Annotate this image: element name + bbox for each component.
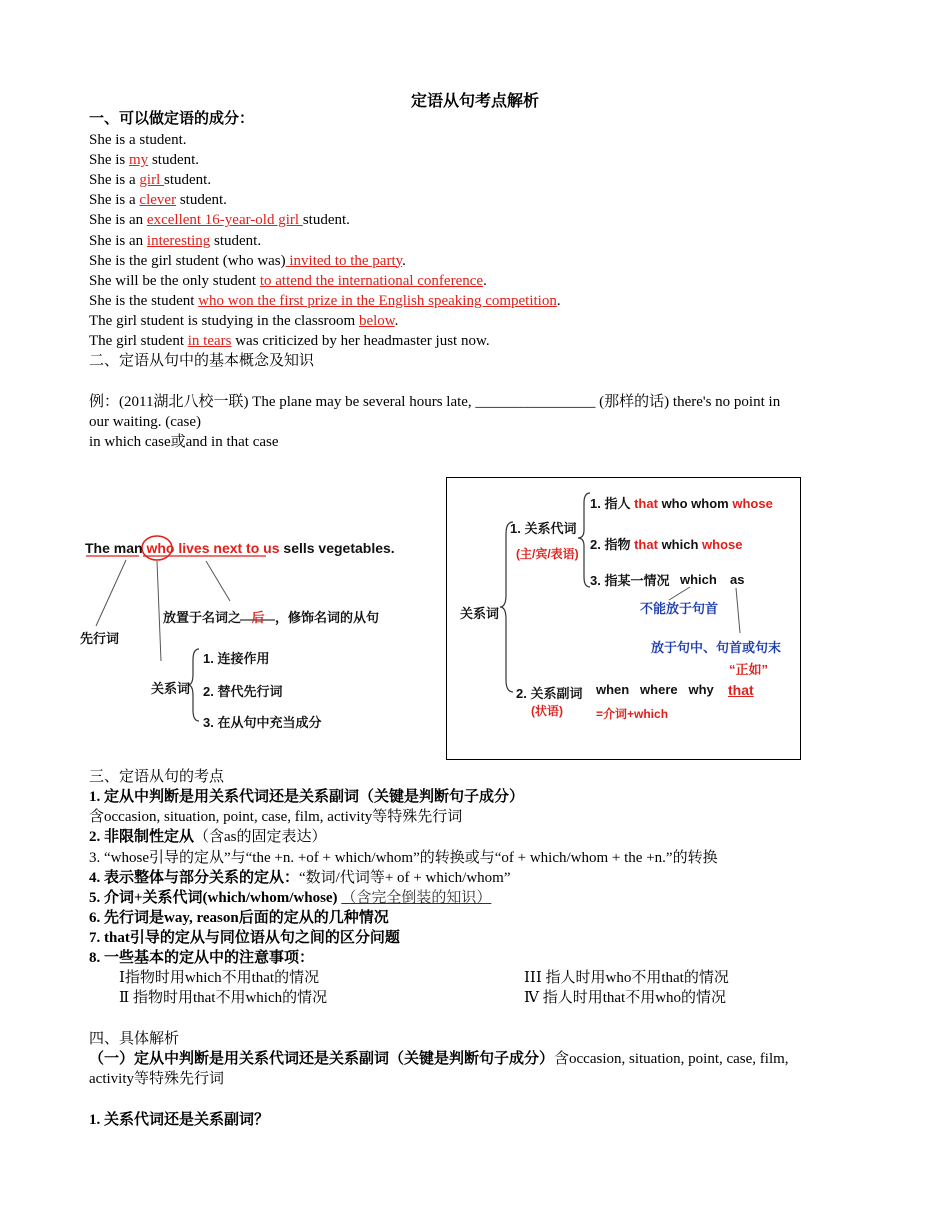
attributive-highlight: in tears: [187, 333, 232, 349]
example-question-cont: our waiting. (case): [89, 414, 202, 430]
point-2: 2. 非限制性定从（含as的固定表达）: [89, 829, 327, 845]
point-8: 8. 一些基本的定从中的注意事项：: [89, 950, 315, 966]
main-verb-text: sells vegetables.: [279, 540, 395, 556]
subsection-1-cont: activity等特殊先行词: [89, 1071, 224, 1087]
section3-heading: 三、定语从句的考点: [89, 769, 225, 785]
point-3: 3. “whose引导的定从”与“the +n. +of + which/whom”的转换或与“of + which/whom + the +n.”的转换: [89, 850, 718, 866]
clause-text: lives next to us: [174, 540, 280, 556]
word-which: which: [680, 572, 717, 587]
example-question: 例：(2011湖北八校一联) The plane may be several hours late, ________________ (那样的话) there's no point in: [89, 394, 781, 410]
subsection-1: （一）定从中判断是用关系代词还是关系副词（关键是判断句子成分）含occasion, situation, point, case, film,: [89, 1051, 789, 1067]
pronoun-situation: 3. 指某一情况: [590, 573, 670, 588]
note-i: Ⅰ指物时用which不用that的情况: [119, 970, 320, 986]
attributive-highlight: girl: [139, 172, 165, 189]
pronoun-person: 1. 指人 that who whom whose: [590, 496, 773, 511]
label-relative-word: 关系词: [151, 681, 191, 696]
function-connect: 1. 连接作用: [203, 651, 270, 666]
section1-heading: 一、可以做定语的成分：: [89, 111, 255, 127]
point-1-note: 含occasion, situation, point, case, film, activity等特殊先行词: [89, 809, 463, 825]
example-sentence: She is my student.: [89, 152, 200, 169]
adverb-that: that: [728, 682, 754, 698]
attributive-highlight: interesting: [146, 232, 211, 249]
attributive-highlight: who won the first prize in the English speaking competition: [198, 292, 557, 309]
note-zhengru: “正如”: [729, 662, 769, 677]
example-sentence: She is the girl student (who was) invited to the party.: [89, 252, 406, 269]
example-sentence: She is a clever student.: [89, 192, 227, 209]
example-sentence: She is an interesting student.: [89, 232, 262, 249]
note-as: 放于句中、句首或句末: [651, 640, 782, 655]
note-iii: ⅠⅠⅠ 指人时用who不用that的情况: [524, 970, 729, 986]
adverb-title: 2. 关系副词: [516, 686, 583, 701]
point-5: 5. 介词+关系代词(which/whom/whose) （含完全倒装的知识）: [89, 890, 492, 906]
attributive-highlight: invited to the party: [285, 252, 403, 269]
example-sentence: The girl student in tears was criticized by her headmaster just now.: [89, 333, 490, 349]
section2-heading: 二、定语从句中的基本概念及知识: [89, 353, 315, 369]
example-sentence: She is a student.: [89, 132, 187, 148]
relative-word-who: who: [146, 540, 175, 556]
example-sentence: She will be the only student to attend the international conference.: [89, 272, 487, 289]
point-7: 7. that引导的定从与同位语从句之间的区分问题: [89, 930, 400, 946]
page-title: 定语从句考点解析: [410, 91, 539, 110]
attributive-highlight: clever: [139, 192, 177, 209]
antecedent-text: The man: [85, 540, 143, 556]
word-as: as: [730, 572, 745, 587]
attributive-highlight: excellent 16-year-old girl: [146, 212, 303, 229]
attributive-highlight: to attend the international conference: [259, 272, 484, 289]
adverb-note: =介词+which: [596, 707, 669, 721]
note-ii: Ⅱ 指物时用that不用which的情况: [119, 990, 328, 1006]
example-sentence: The girl student is studying in the classroom below.: [89, 312, 399, 329]
attributive-highlight: my: [129, 152, 149, 169]
example-sentence: She is an excellent 16-year-old girl student.: [89, 212, 350, 229]
example-sentence: She is a girl student.: [89, 172, 212, 189]
point-1: 1. 定从中判断是用关系代词还是关系副词（关键是判断句子成分）: [89, 789, 525, 805]
adverb-words: when where why: [596, 682, 714, 697]
question-1: 1. 关系代词还是关系副词？: [89, 1112, 270, 1128]
function-replace: 2. 替代先行词: [203, 684, 283, 699]
example-answer: in which case或and in that case: [89, 434, 279, 450]
attributive-highlight: below: [358, 312, 395, 329]
point-4: 4. 表示整体与部分关系的定从：“数词/代词等+ of + which/whom”: [89, 870, 511, 886]
function-component: 3. 在从句中充当成分: [203, 715, 322, 730]
note-iv: Ⅳ 指人时用that不用who的情况: [524, 990, 727, 1006]
note-which: 不能放于句首: [640, 601, 719, 616]
example-sentence: She is the student who won the first prize in the English speaking competition.: [89, 292, 561, 309]
chart-root: 关系词: [460, 606, 500, 621]
pronoun-title: 1. 关系代词: [510, 521, 577, 536]
label-placement: 放置于名词之 后 ，修饰名词的从句: [163, 607, 379, 626]
adverb-sub: (状语): [531, 704, 563, 718]
pronoun-sub: (主/宾/表语): [516, 547, 579, 561]
pronoun-thing: 2. 指物 that which whose: [590, 537, 743, 552]
placement-blank: 后: [251, 610, 265, 625]
section4-heading: 四、具体解析: [89, 1031, 180, 1047]
label-antecedent: 先行词: [80, 631, 120, 646]
point-6: 6. 先行词是way, reason后面的定从的几种情况: [89, 910, 389, 926]
